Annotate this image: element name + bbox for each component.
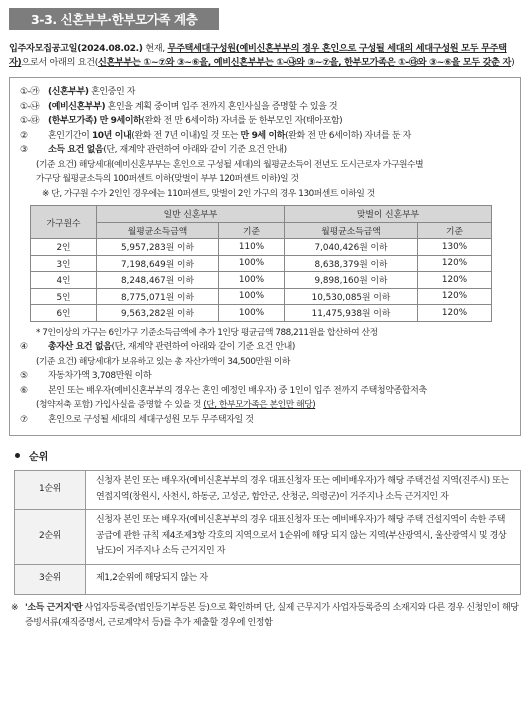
intro-paragraph (9, 42, 521, 70)
condition-3 (20, 143, 510, 158)
cell-general-amount: 9,563,282원 이하 (97, 305, 219, 322)
cell-dual-amount: 9,898,160원 이하 (285, 272, 418, 289)
table-row (31, 255, 492, 272)
subheader-income: 월평균소득금액 (97, 222, 219, 239)
order-table (14, 470, 521, 595)
cell-household: 4인 (31, 272, 97, 289)
cell-household: 2인 (31, 239, 97, 256)
footnote-label: '소득 근거지'란 (25, 602, 83, 613)
rank-label: 3순위 (15, 564, 86, 594)
condition-text: (완화 전 만 6세이하) 자녀를 둔 자 (285, 130, 411, 141)
intro-text-3: ) (511, 57, 515, 68)
condition-5 (20, 369, 510, 384)
condition-3-note: ※ 단, 가구원 수가 2인인 경우에는 110퍼센트, 맞벌이 2인 가구의 경우 130퍼센트 이하일 것 (42, 188, 375, 199)
table-row (31, 305, 492, 322)
table-row (15, 564, 521, 594)
cell-dual-amount: 10,530,085원 이하 (285, 288, 418, 305)
income-table (30, 205, 492, 322)
condition-6 (20, 384, 510, 399)
header-dual: 맞벌이 신혼부부 (285, 206, 492, 223)
subheader-income: 월평균소득금액 (285, 222, 418, 239)
cell-dual-amount: 8,638,379원 이하 (285, 255, 418, 272)
condition-text: (완화 전 7년 이내)일 것 또는 (131, 130, 241, 141)
order-title: 순위 (29, 452, 49, 463)
table-note: * 7인이상의 가구는 6인가구 기준소득금액에 추가 1인당 평균금액 788,211원을 합산하여 산정 (36, 327, 378, 338)
cell-dual-standard: 120% (418, 288, 492, 305)
condition-label: (예비신혼부부) (48, 101, 106, 112)
subheader-standard: 기준 (418, 222, 492, 239)
rank-label: 2순위 (15, 510, 86, 565)
condition-text: 혼인기간이 (48, 130, 92, 141)
table-row (15, 471, 521, 510)
condition-bold: 10년 이내 (91, 130, 132, 141)
footnote-mark: ※ (11, 602, 19, 613)
condition-4 (20, 340, 510, 355)
header-general: 일반 신혼부부 (97, 206, 285, 223)
cell-dual-standard: 120% (418, 255, 492, 272)
rank-description: 신청자 본인 또는 배우자(예비신혼부부의 경우 대표신청자 또는 예비배우자)가 해당 주택건설 지역(진주시) 또는 연접지역(창원시, 사천시, 하동군, 고성군, 함안군, 산청군, 의령군)이 거주지나 소득 근거지인 자 (86, 471, 521, 510)
cell-household: 5인 (31, 288, 97, 305)
subheader-standard: 기준 (219, 222, 285, 239)
intro-text-2: 으로서 아래의 요건( (21, 57, 98, 68)
table-row (31, 272, 492, 289)
intro-notice-date: 입주자모집공고일(2024.08.02.) (9, 43, 143, 54)
condition-4-detail: (기준 요건) 해당세대가 보유하고 있는 총 자산가액이 34,500만원 이하 (36, 356, 291, 367)
footnote-text: 사업자등록증(법인등기부등본 등)으로 확인하며 단, 실제 근무지가 사업자등록증의 소재지와 다른 경우 신청인이 해당 증빙서류(재직증명서, 근로계약서 등)를 추가 제출할 경우에 인정함 (25, 602, 519, 628)
condition-bold: 만 9세 이하 (240, 130, 286, 141)
intro-requirements: 신혼부부는 ①~⑦와 ③~⑥을, 예비신혼부부는 ①-㉯와 ③~⑦을, 한부모가족은 ①-㉰와 ③~⑥을 모두 갖춘 자 (97, 57, 512, 68)
cell-general-amount: 8,775,071원 이하 (97, 288, 219, 305)
condition-text: 혼인으로 구성될 세대의 세대구성원 모두 무주택자일 것 (48, 414, 254, 425)
rank-description: 제1,2순위에 해당되지 않는 자 (86, 564, 521, 594)
condition-2 (20, 129, 510, 144)
order-heading (9, 448, 521, 463)
condition-3-detail-1: (기준 요건) 해당세대(예비신혼부부는 혼인으로 구성될 세대)의 월평균소득이 전년도 도시근로자 가구원수별 (36, 159, 424, 170)
condition-number: ①-㉮ (20, 87, 40, 97)
cell-general-standard: 100% (219, 288, 285, 305)
table-row (31, 239, 492, 256)
bullet-icon (15, 453, 20, 458)
cell-dual-standard: 130% (418, 239, 492, 256)
header-household: 가구원수 (31, 206, 97, 239)
intro-text: 현재, (142, 43, 168, 54)
cell-general-amount: 7,198,649원 이하 (97, 255, 219, 272)
condition-label: 소득 요건 없음 (48, 145, 104, 155)
condition-text: (청약저축 포함) 가입사실을 증명할 수 있을 것 (36, 400, 204, 410)
cell-dual-standard: 120% (418, 272, 492, 289)
section-title: 3-3. 신혼부부·한부모가족 계층 (9, 8, 219, 30)
table-row (31, 288, 492, 305)
cell-dual-standard: 120% (418, 305, 492, 322)
condition-number: ② (20, 130, 28, 141)
condition-1a (20, 85, 510, 100)
cell-general-standard: 100% (219, 272, 285, 289)
cell-general-amount: 5,957,283원 이하 (97, 239, 219, 256)
condition-number: ④ (20, 342, 28, 352)
cell-household: 3인 (31, 255, 97, 272)
condition-6-detail (20, 398, 510, 413)
cell-general-amount: 8,248,467원 이하 (97, 272, 219, 289)
condition-text: 본인 또는 배우자(예비신혼부부의 경우는 혼인 예정인 배우자) 중 1인이 입주 전까지 주택청약종합저축 (48, 385, 427, 396)
footnote (9, 601, 521, 631)
rank-description: 신청자 본인 또는 배우자(예비신혼부부의 경우 대표신청자 또는 예비배우자)가 해당 주택 건설지역이 속한 주택공급에 관한 규칙 제4조제3항 각호의 지역으로서 1순위에 해당 되지 않는 지역(부산광역시, 울산광역시 및 경상남도)이 거주지나 소득 근거지인 자 (86, 510, 521, 565)
cell-general-standard: 100% (219, 305, 285, 322)
rank-label: 1순위 (15, 471, 86, 510)
intro-no-house: 무주택세대구성원(예비신혼부부의 경우 혼인으로 구성될 세대의 세대구성원 모두 무주택자) (9, 43, 507, 68)
table-row (15, 510, 521, 565)
condition-number: ⑥ (20, 385, 28, 396)
conditions-box (9, 77, 521, 436)
cell-dual-amount: 11,475,938원 이하 (285, 305, 418, 322)
condition-number: ③ (20, 145, 28, 155)
condition-1c (20, 114, 510, 129)
condition-text: 자동차가액 3,708만원 이하 (48, 371, 152, 381)
condition-underlined: (단, 한부모가족은 본인만 해당) (203, 400, 316, 410)
condition-number: ①-㉰ (20, 116, 40, 126)
condition-label: (신혼부부) (48, 87, 89, 97)
cell-household: 6인 (31, 305, 97, 322)
condition-7 (20, 413, 510, 428)
condition-text: (단, 재계약 관련하여 아래와 같이 기준 요건 안내) (111, 342, 296, 352)
condition-1b (20, 100, 510, 115)
condition-3-detail-2: 가구당 월평균소득의 100퍼센트 이하(맞벌이 부부 120퍼센트 이하)일 것 (36, 174, 299, 184)
condition-text: (단, 재계약 관련하여 아래와 같이 기준 요건 안내) (103, 145, 287, 155)
condition-text: 혼인중인 자 (88, 87, 136, 97)
condition-text: (완화 전 만 6세이하) 자녀를 둔 한부모인 자(태아포함) (141, 116, 343, 126)
cell-dual-amount: 7,040,426원 이하 (285, 239, 418, 256)
condition-label: 총자산 요건 없음 (48, 342, 112, 352)
condition-number: ⑦ (20, 414, 28, 425)
condition-label: (한부모가족) 만 9세이하 (48, 116, 142, 126)
condition-text: 혼인을 계획 중이며 입주 전까지 혼인사실을 증명할 수 있을 것 (105, 101, 338, 112)
condition-number: ⑤ (20, 371, 28, 381)
cell-general-standard: 110% (219, 239, 285, 256)
cell-general-standard: 100% (219, 255, 285, 272)
condition-number: ①-㉯ (20, 101, 40, 112)
